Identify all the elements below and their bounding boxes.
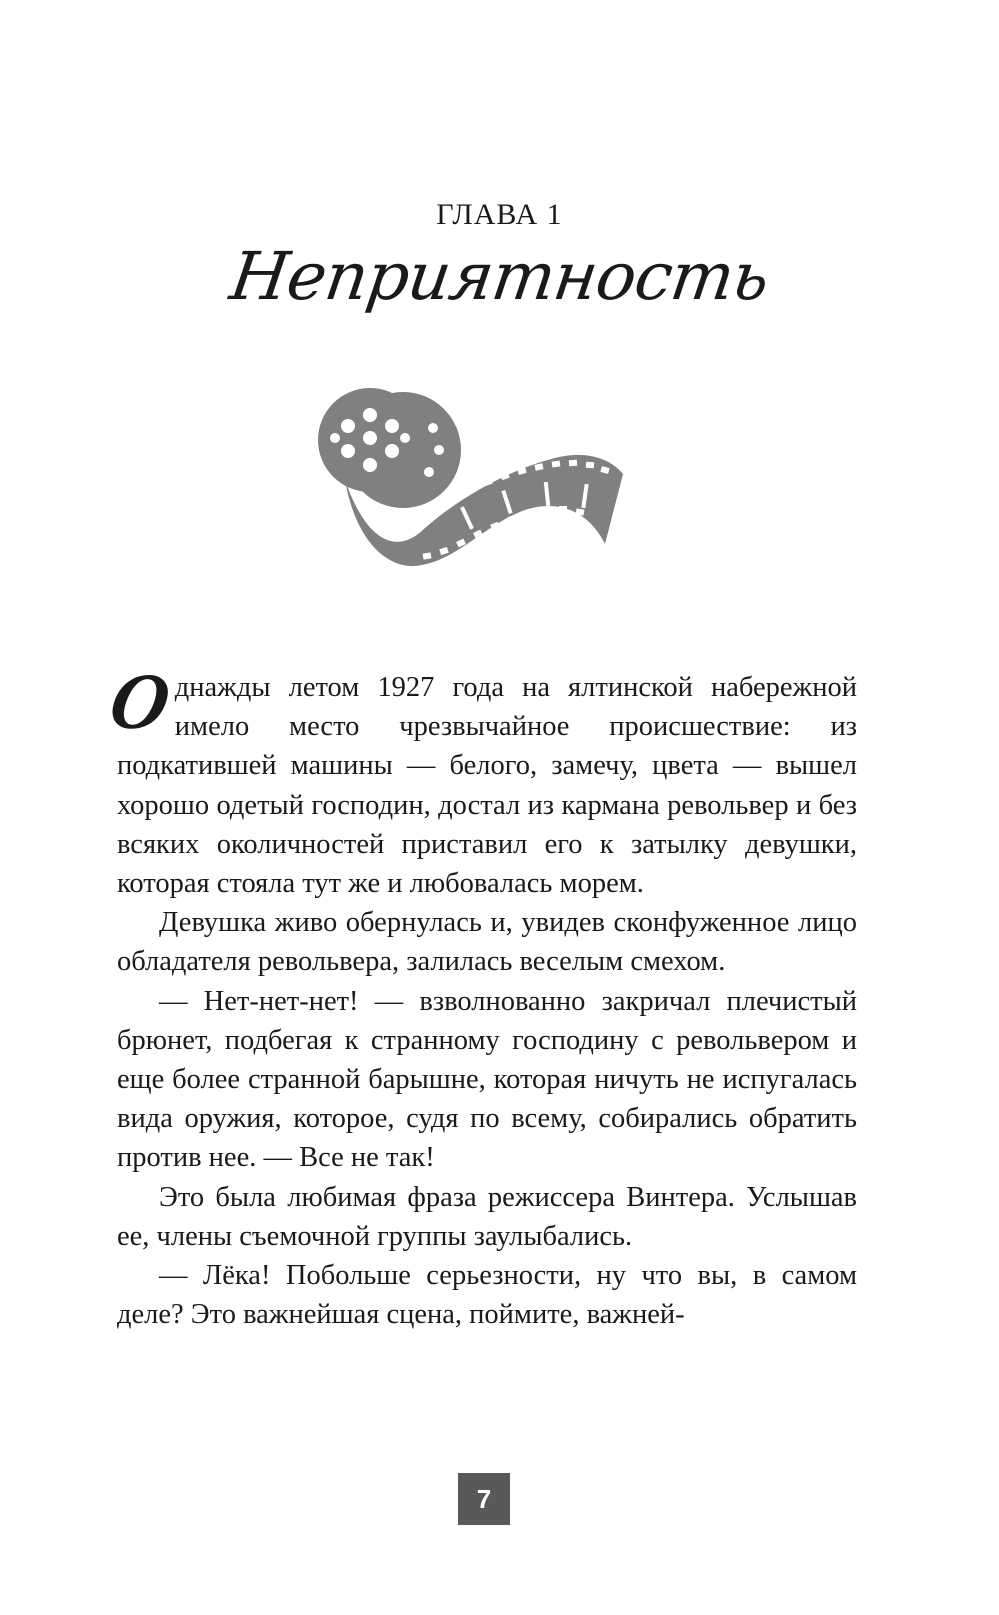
paragraph-1-text: днажды летом 1927 года на ялтинской набережной имело место чрезвычайное происшествие: из подкатившей машины — белого, замечу, цвета — вышел хорошо одетый господин, достал из кармана револьвер и без всяких околичностей приставил его к затылку девушки, которая стояла тут же и любовалась морем. (117, 672, 857, 900)
paragraph-2: Девушка живо обернулась и, увидев сконфуженное лицо обладателя револьвера, залилась веселым смехом. (117, 907, 857, 978)
paragraph-1 (103, 658, 857, 903)
paragraph-5: — Лёка! Побольше серьезности, ну что вы, в самом деле? Это важнейшая сцена, поймите, важней- (117, 1260, 857, 1331)
film-reel-icon (305, 388, 655, 598)
chapter-body (103, 658, 857, 1334)
page-number: 7 (458, 1473, 510, 1525)
drop-cap: О (103, 658, 177, 746)
chapter-title: Неприятность (225, 238, 774, 315)
chapter-label: ГЛАВА 1 (436, 198, 563, 231)
paragraph-4: Это была любимая фраза режиссера Винтера. Услышав ее, члены съемочной группы заулыбались. (117, 1181, 857, 1252)
paragraph-3: — Нет-нет-нет! — взволнованно закричал плечистый брюнет, подбегая к странному господину с револьвером и еще более странной барышне, которая ничуть не испугалась вида оружия, которое, судя по всему, собирались обратить против нее. — Все не так! (117, 985, 857, 1174)
